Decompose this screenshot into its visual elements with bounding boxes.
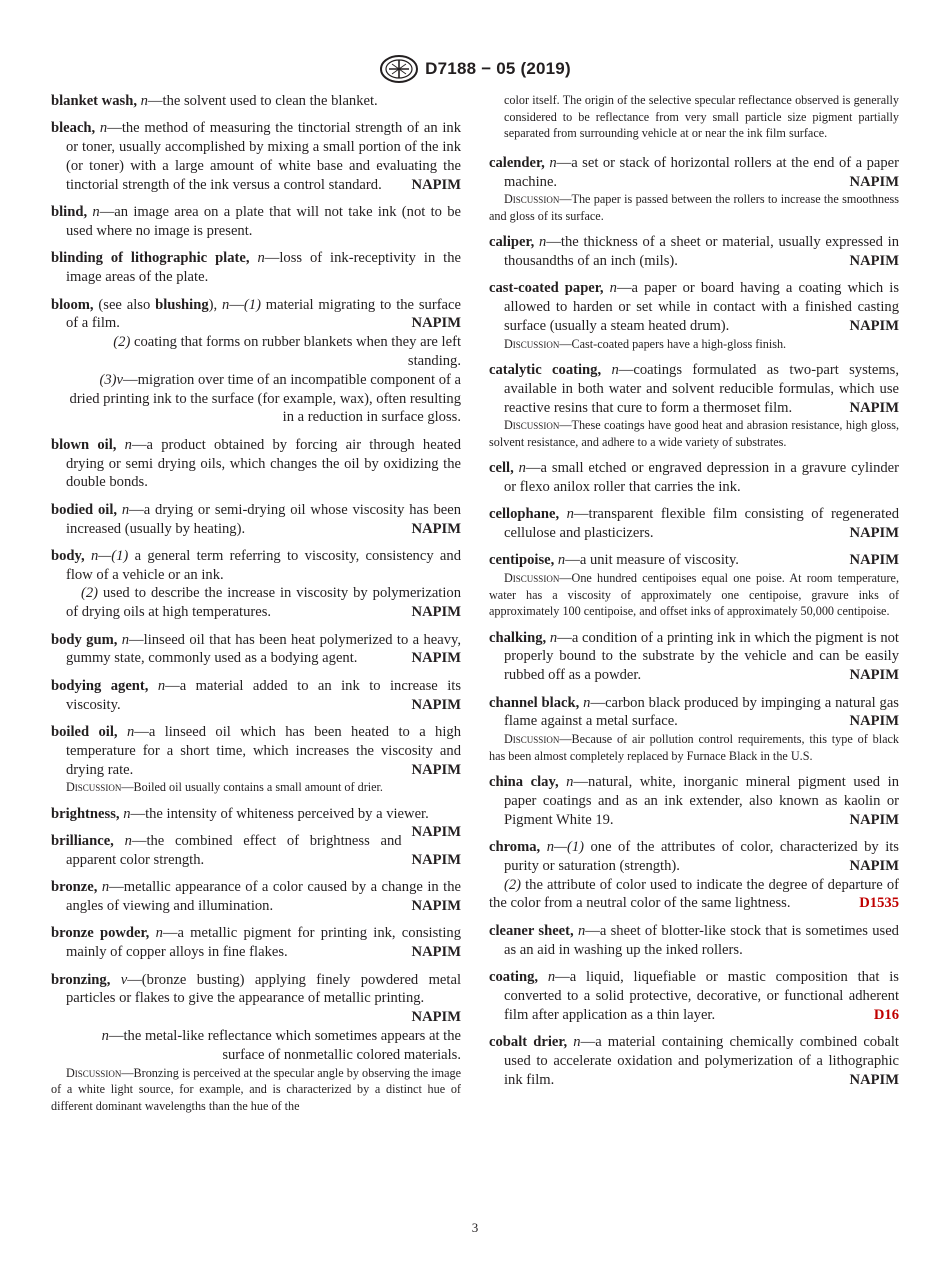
entry-calender: calender, n—a set or stack of horizontal rollers at the end of a paper machine. NAPIM Discussion—The paper is passed between the rollers to increase the smoothness and gloss of its surface. xyxy=(489,154,899,223)
source-tag: NAPIM xyxy=(411,898,461,914)
discussion-note: Discussion—Because of air pollution control requirements, this type of black has been almost completely replaced by Furnace Black in the U.S. xyxy=(489,732,899,763)
entry-bloom: bloom, (see also blushing), n—(1) material migrating to the surface of a film. NAPIM (2) coating that forms on rubber blankets when they are left standing. (3)v—migration over time of an incompatible component of a dried printing ink to the surface (for example, wax), often resulting in a reduction in surface gloss. xyxy=(51,296,461,426)
source-tag: NAPIM xyxy=(411,520,461,537)
source-tag: NAPIM xyxy=(849,317,899,334)
entry-blown-oil: blown oil, n—a product obtained by forcing air through heated drying or semi drying oils, which changes the oil by oxidizing the double bonds. xyxy=(51,436,461,491)
discussion-note: Discussion—Bronzing is perceived at the specular angle by observing the image of a white light source, for example, and is characterized by a distinct hue of different dominant wavelengths than the hue of the xyxy=(51,1065,461,1113)
source-tag: NAPIM xyxy=(411,851,461,868)
source-tag: NAPIM xyxy=(849,173,899,190)
entry-body: body, n—(1) a general term referring to viscosity, consistency and flow of a vehicle or an ink. (2) used to describe the increase in viscosity by polymerization of drying oils at high temperatures. NAPIM xyxy=(51,547,461,621)
entry-coating: coating, n—a liquid, liquefiable or mastic composition that is converted to a solid protective, decorative, or functional adherent film after application as a thin layer. D16 xyxy=(489,968,899,1023)
right-column xyxy=(489,92,899,1098)
entry-blinding-of-lithographic-plate: blinding of lithographic plate, n—loss of ink-receptivity in the image areas of the plate. xyxy=(51,250,461,286)
source-tag: NAPIM xyxy=(849,811,899,828)
page-number: 3 xyxy=(471,1220,479,1235)
source-tag: NAPIM xyxy=(849,525,899,542)
source-tag: NAPIM xyxy=(411,650,461,667)
source-tag: NAPIM xyxy=(411,944,461,961)
entry-chalking: chalking, n—a condition of a printing ink in which the pigment is not properly bound to the substrate by the vehicle and can be easily rubbed off as a powder. NAPIM xyxy=(489,629,899,684)
entry-body-gum: body gum, n—linseed oil that has been heat polymerized to a heavy, gummy state, commonly used as a bodying agent. NAPIM xyxy=(51,631,461,667)
source-tag: NAPIM xyxy=(411,696,461,713)
entry-chroma: chroma, n—(1) one of the attributes of color, characterized by its purity or saturation (strength). NAPIM (2) the attribute of color used to indicate the degree of departure of the color from a neutral color of the same lightness. D1535 xyxy=(489,838,899,912)
entry-cell: cell, n—a small etched or engraved depression in a gravure cylinder or flexo anilox roller that carries the ink. xyxy=(489,460,899,495)
source-tag-link[interactable]: D1535 xyxy=(859,895,899,912)
discussion-note: Discussion—One hundred centipoises equal one poise. At room temperature, water has a viscosity of approximately one centipoise, gravure inks of approximately 100 centipoise, and offset inks of approximately 50,000 centipoise. xyxy=(489,571,899,619)
entry-centipoise: centipoise, n—a unit measure of viscosity. NAPIM Discussion—One hundred centipoises equal one poise. At room temperature, water has a viscosity of approximately one centipoise, gravure inks of approximately 100 centipoise, and offset inks of approximately 50,000 centipoise. xyxy=(489,552,899,619)
source-tag-link[interactable]: D16 xyxy=(873,1006,899,1023)
entry-bodied-oil: bodied oil, n—a drying or semi-drying oil whose viscosity has been increased (usually by heating). NAPIM xyxy=(51,501,461,537)
entry-cleaner-sheet: cleaner sheet, n—a sheet of blotter-like stock that is sometimes used as an aid in washing up the inked rollers. xyxy=(489,922,899,958)
source-tag: NAPIM xyxy=(849,252,899,269)
document-id: D7188 − 05 (2019) xyxy=(425,59,571,78)
source-tag: NAPIM xyxy=(849,1071,899,1088)
discussion-note: Discussion—The paper is passed between the rollers to increase the smoothness and gloss of its surface. xyxy=(489,192,899,223)
entry-caliper: caliper, n—the thickness of a sheet or material, usually expressed in thousandths of an inch (mils). NAPIM xyxy=(489,234,899,269)
entry-cellophane: cellophane, n—transparent flexible film consisting of regenerated cellulose and plasticizers. NAPIM xyxy=(489,506,899,542)
discussion-note: Discussion—Cast-coated papers have a high-gloss finish. xyxy=(504,336,787,351)
page-header xyxy=(0,52,950,86)
discussion-continuation: color itself. The origin of the selective specular reflectance observed is generally considered to be reflectance from very small particle size pigment partially separated from surrounding vehicle at or near the ink film surface. xyxy=(504,93,899,141)
entry-channel-black: channel black, n—carbon black produced by impinging a natural gas flame against a metal surface. NAPIM Discussion—Because of air pollution control requirements, this type of black has been almost completely replaced by Furnace Black in the U.S. xyxy=(489,694,899,763)
source-tag: NAPIM xyxy=(849,552,899,569)
entry-bronze: bronze, n—metallic appearance of a color caused by a change in the angles of viewing and illumination. NAPIM xyxy=(51,879,461,914)
entry-blanket-wash: blanket wash, n—the solvent used to clean the blanket. xyxy=(51,93,378,109)
entry-cast-coated-paper: cast-coated paper, n—a paper or board having a coating which is allowed to harden or set while in contact with a finished casting surface (usually a steam heated drum). NAPIM Discussion—Cast-coated papers have a high-gloss finish. xyxy=(489,280,899,351)
entry-brilliance: brilliance, n—the combined effect of brightness and apparent color strength. NAPIM xyxy=(51,833,461,868)
source-tag: NAPIM xyxy=(411,176,461,193)
discussion-note: Discussion—These coatings have good heat and abrasion resistance, high gloss, solvent resistance, and adhere to a wide variety of substrates. xyxy=(489,418,899,449)
source-tag: NAPIM xyxy=(849,857,899,874)
entry-cobalt-drier: cobalt drier, n—a material containing chemically combined cobalt used to accelerate oxidation and polymerization of a lithographic ink film. NAPIM xyxy=(489,1033,899,1088)
source-tag: NAPIM xyxy=(411,604,461,621)
source-tag: NAPIM xyxy=(411,1009,461,1026)
entry-bodying-agent: bodying agent, n—a material added to an ink to increase its viscosity. NAPIM xyxy=(51,677,461,713)
astm-logo-icon xyxy=(379,54,419,84)
left-column xyxy=(51,92,461,1123)
entry-china-clay: china clay, n—natural, white, inorganic mineral pigment used in paper coatings and as an ink extender, also known as kaolin or Pigment White 19. NAPIM xyxy=(489,774,899,828)
source-tag: NAPIM xyxy=(849,713,899,730)
entry-bronze-powder: bronze powder, n—a metallic pigment for printing ink, consisting mainly of copper alloys in fine flakes. NAPIM xyxy=(51,925,461,961)
source-tag: NAPIM xyxy=(849,667,899,684)
source-tag: NAPIM xyxy=(849,399,899,416)
entry-bleach: bleach, n—the method of measuring the tinctorial strength of an ink or toner, usually accomplished by mixing a small portion of the ink (or toner) with a large amount of white base and evaluating the tinctorial strength of the ink versus a control standard. NAPIM xyxy=(51,120,461,193)
entry-catalytic-coating: catalytic coating, n—coatings formulated as two-part systems, available in both water and solvent reducible formulas, which use reactive resins that cure to form a thermoset film. NAPIM Discussion—These coatings have good heat and abrasion resistance, high gloss, solvent resistance, and adhere to a wide variety of substrates. xyxy=(489,361,899,449)
entry-boiled-oil: boiled oil, n—a linseed oil which has been heated to a high temperature for a short time, which increases the viscosity and drying rate. NAPIM Discussion—Boiled oil usually contains a small amount of drier. xyxy=(51,724,461,795)
entry-brightness: brightness, n—the intensity of whiteness perceived by a viewer. NAPIM xyxy=(51,805,461,841)
source-tag: NAPIM xyxy=(411,824,461,841)
source-tag: NAPIM xyxy=(411,761,461,778)
entry-bronzing: bronzing, v—(bronze busting) applying finely powdered metal particles or flakes to give the appearance of metallic printing. NAPIM n—the metal-like reflectance which sometimes appears at the surface of nonmetallic colored materials. Discussion—Bronzing is perceived at the specular angle by observing the image of a white light source, for example, and is characterized by a distinct hue of different dominant wavelengths than the hue of the xyxy=(51,971,461,1113)
source-tag: NAPIM xyxy=(411,315,461,332)
discussion-note: Discussion—Boiled oil usually contains a small amount of drier. xyxy=(66,780,383,795)
entry-blind: blind, n—an image area on a plate that will not take ink (not to be used where no image is present. xyxy=(51,204,461,239)
